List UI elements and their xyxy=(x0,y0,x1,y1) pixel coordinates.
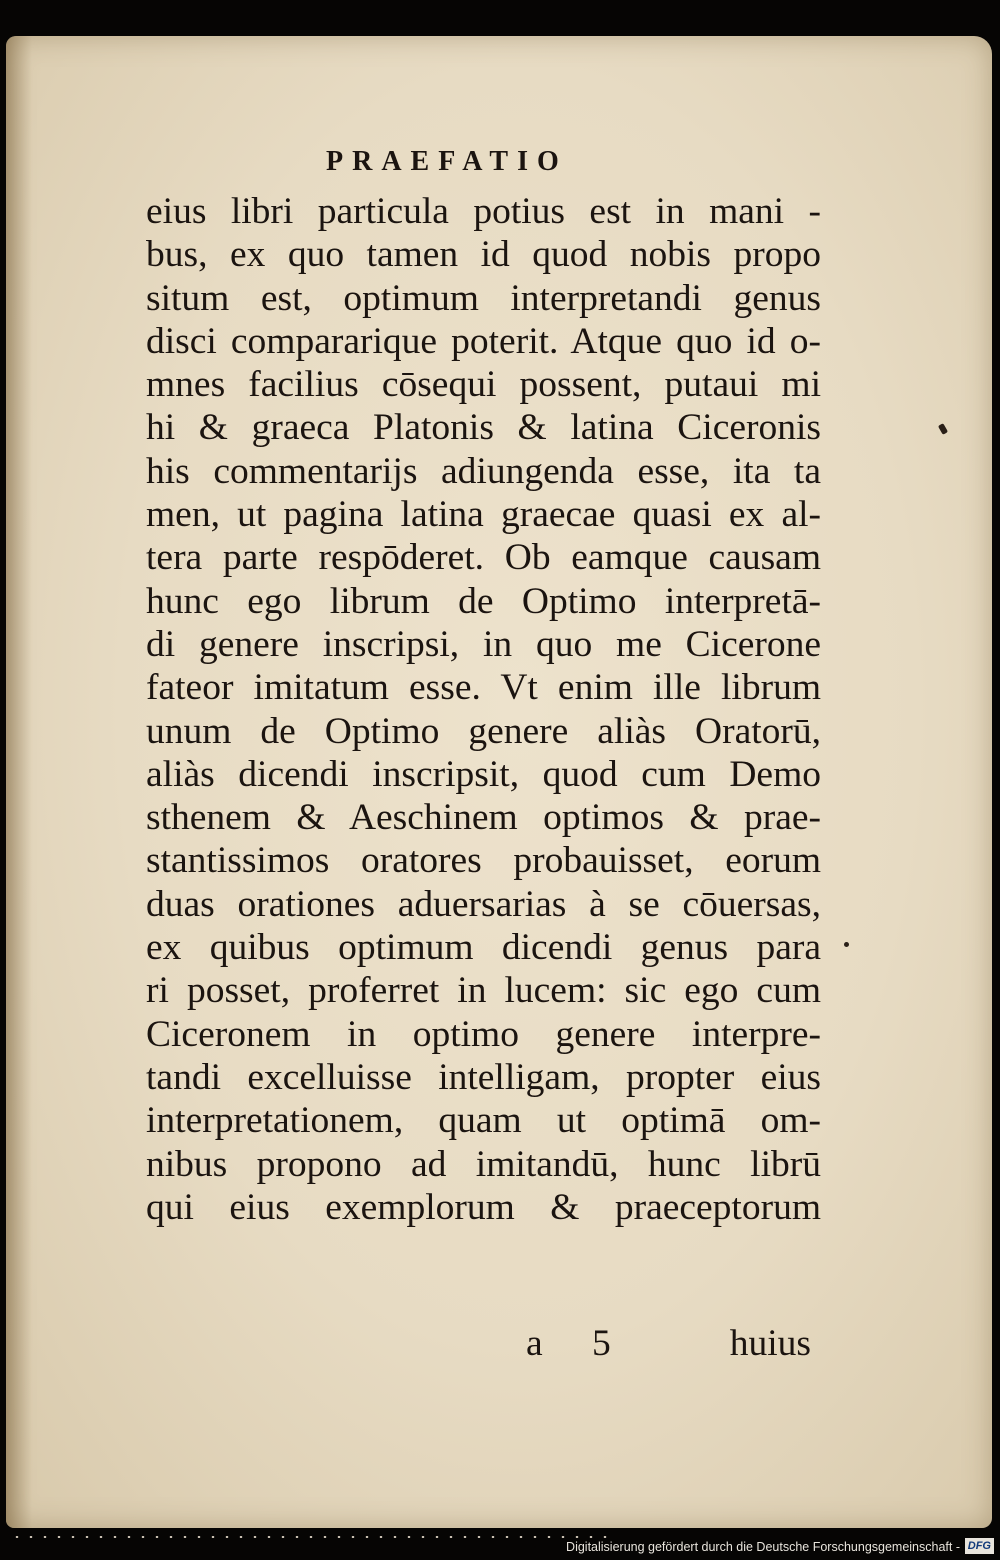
signature-row xyxy=(146,1322,821,1366)
text-line: duas orationes aduersarias à se cōuersas, xyxy=(146,883,821,925)
text-line: stantissimos oratores probauisset, eorum xyxy=(146,840,821,882)
text-line: disci compararique poterit. Atque quo id o- xyxy=(146,320,821,362)
digitization-footer xyxy=(0,1528,1000,1560)
text-line: ri posset, proferret in lucem: sic ego cum xyxy=(146,970,821,1012)
book-page xyxy=(6,36,992,1528)
body-text xyxy=(146,190,821,1229)
text-line: nibus propono ad imitandū, hunc librū xyxy=(146,1143,821,1185)
text-line: his commentarijs adiungenda esse, ita ta xyxy=(146,450,821,492)
text-line: tandi excelluisse intelligam, propter eius xyxy=(146,1056,821,1098)
ink-speck xyxy=(844,942,849,947)
page-gutter-shadow xyxy=(6,36,32,1528)
text-line: unum de Optimo genere aliàs Oratorū, xyxy=(146,710,821,752)
text-line: eius libri particula potius est in mani - xyxy=(146,191,821,232)
text-line: men, ut pagina latina graecae quasi ex al- xyxy=(146,494,821,536)
text-line: Ciceronem in optimo genere interpre- xyxy=(146,1013,821,1055)
text-line: interpretationem, quam ut optimā om- xyxy=(146,1100,821,1142)
funding-note: Digitalisierung gefördert durch die Deutsche Forschungsgemeinschaft - xyxy=(566,1540,960,1554)
dfg-logo[interactable]: DFG xyxy=(965,1538,994,1554)
text-line: di genere inscripsi, in quo me Cicerone xyxy=(146,623,821,665)
text-line: ex quibus optimum dicendi genus para xyxy=(146,927,821,969)
text-line: mnes facilius cōsequi possent, putaui mi xyxy=(146,364,821,406)
text-line: sthenem & Aeschinem optimos & prae- xyxy=(146,797,821,839)
text-line: situm est, optimum interpretandi genus xyxy=(146,277,821,319)
text-line: fateor imitatum esse. Vt enim ille librum xyxy=(146,667,821,709)
catchword: huius xyxy=(729,1323,811,1364)
running-head: PRAEFATIO xyxy=(326,146,568,177)
text-line: tera parte respōderet. Ob eamque causam xyxy=(146,537,821,579)
text-line: bus, ex quo tamen id quod nobis propo xyxy=(146,234,821,276)
text-line: hunc ego librum de Optimo interpretā- xyxy=(146,580,821,622)
ink-speck xyxy=(938,423,948,435)
text-line: qui eius exemplorum & praeceptorum xyxy=(146,1186,821,1228)
footer-dotted-rule xyxy=(10,1536,610,1538)
text-line: hi & graeca Platonis & latina Ciceronis xyxy=(146,407,821,449)
text-line: aliàs dicendi inscripsit, quod cum Demo xyxy=(146,753,821,795)
signature-mark: a 5 xyxy=(526,1323,631,1364)
